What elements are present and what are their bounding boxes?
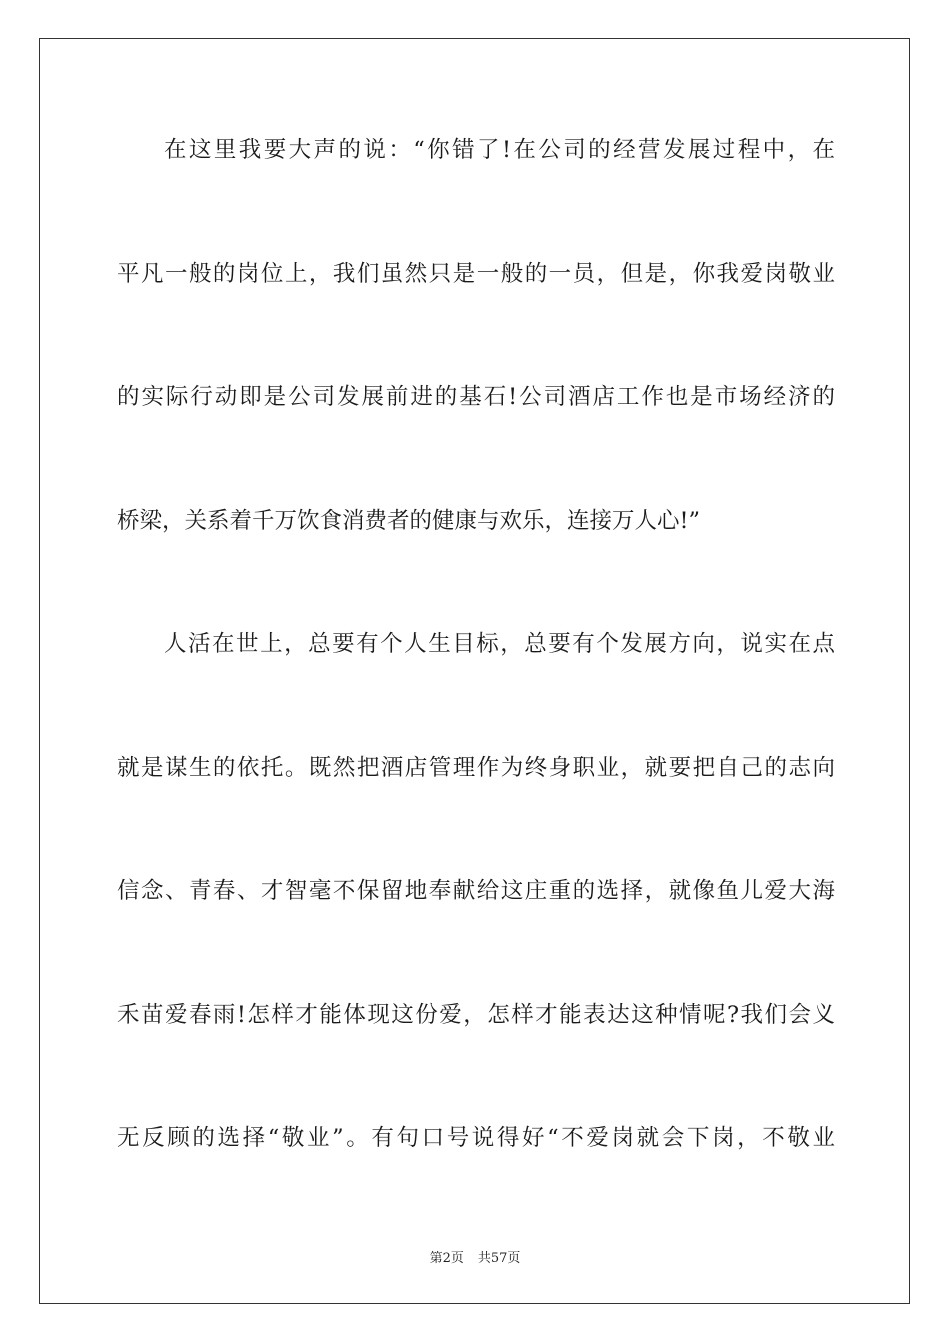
paragraph-1-line-2: 平凡一般的岗位上，我们虽然只是一般的一员，但是，你我爱岗敬业 [117,260,835,287]
paragraph-2-line-3: 信念、青春、才智毫不保留地奉献给这庄重的选择，就像鱼儿爱大海 [117,878,835,904]
page-footer [0,1247,950,1266]
paragraph-1-line-1: 在这里我要大声的说：“你错了!在公司的经营发展过程中，在 [164,137,835,163]
paragraph-1-line-4: 桥梁，关系着千万饮食消费者的健康与欢乐，连接万人心!” [117,507,701,534]
paragraph-2-line-5: 无反顾的选择“敬业”。有句口号说得好“不爱岗就会下岗，不敬业 [117,1125,835,1151]
paragraph-1-line-3: 的实际行动即是公司发展前进的基石!公司酒店工作也是市场经济的 [117,384,835,410]
paragraph-2-line-1: 人活在世上，总要有个人生目标，总要有个发展方向，说实在点 [164,631,835,657]
document-body [117,110,835,1222]
paragraph-2-line-4: 禾苗爱春雨!怎样才能体现这份爱，怎样才能表达这种情呢?我们会义 [117,1001,835,1028]
paragraph-2-line-2: 就是谋生的依托。既然把酒店管理作为终身职业，就要把自己的志向 [117,754,835,781]
page-total: 共57页 [477,1251,521,1266]
page-number: 第2页 [429,1251,464,1266]
